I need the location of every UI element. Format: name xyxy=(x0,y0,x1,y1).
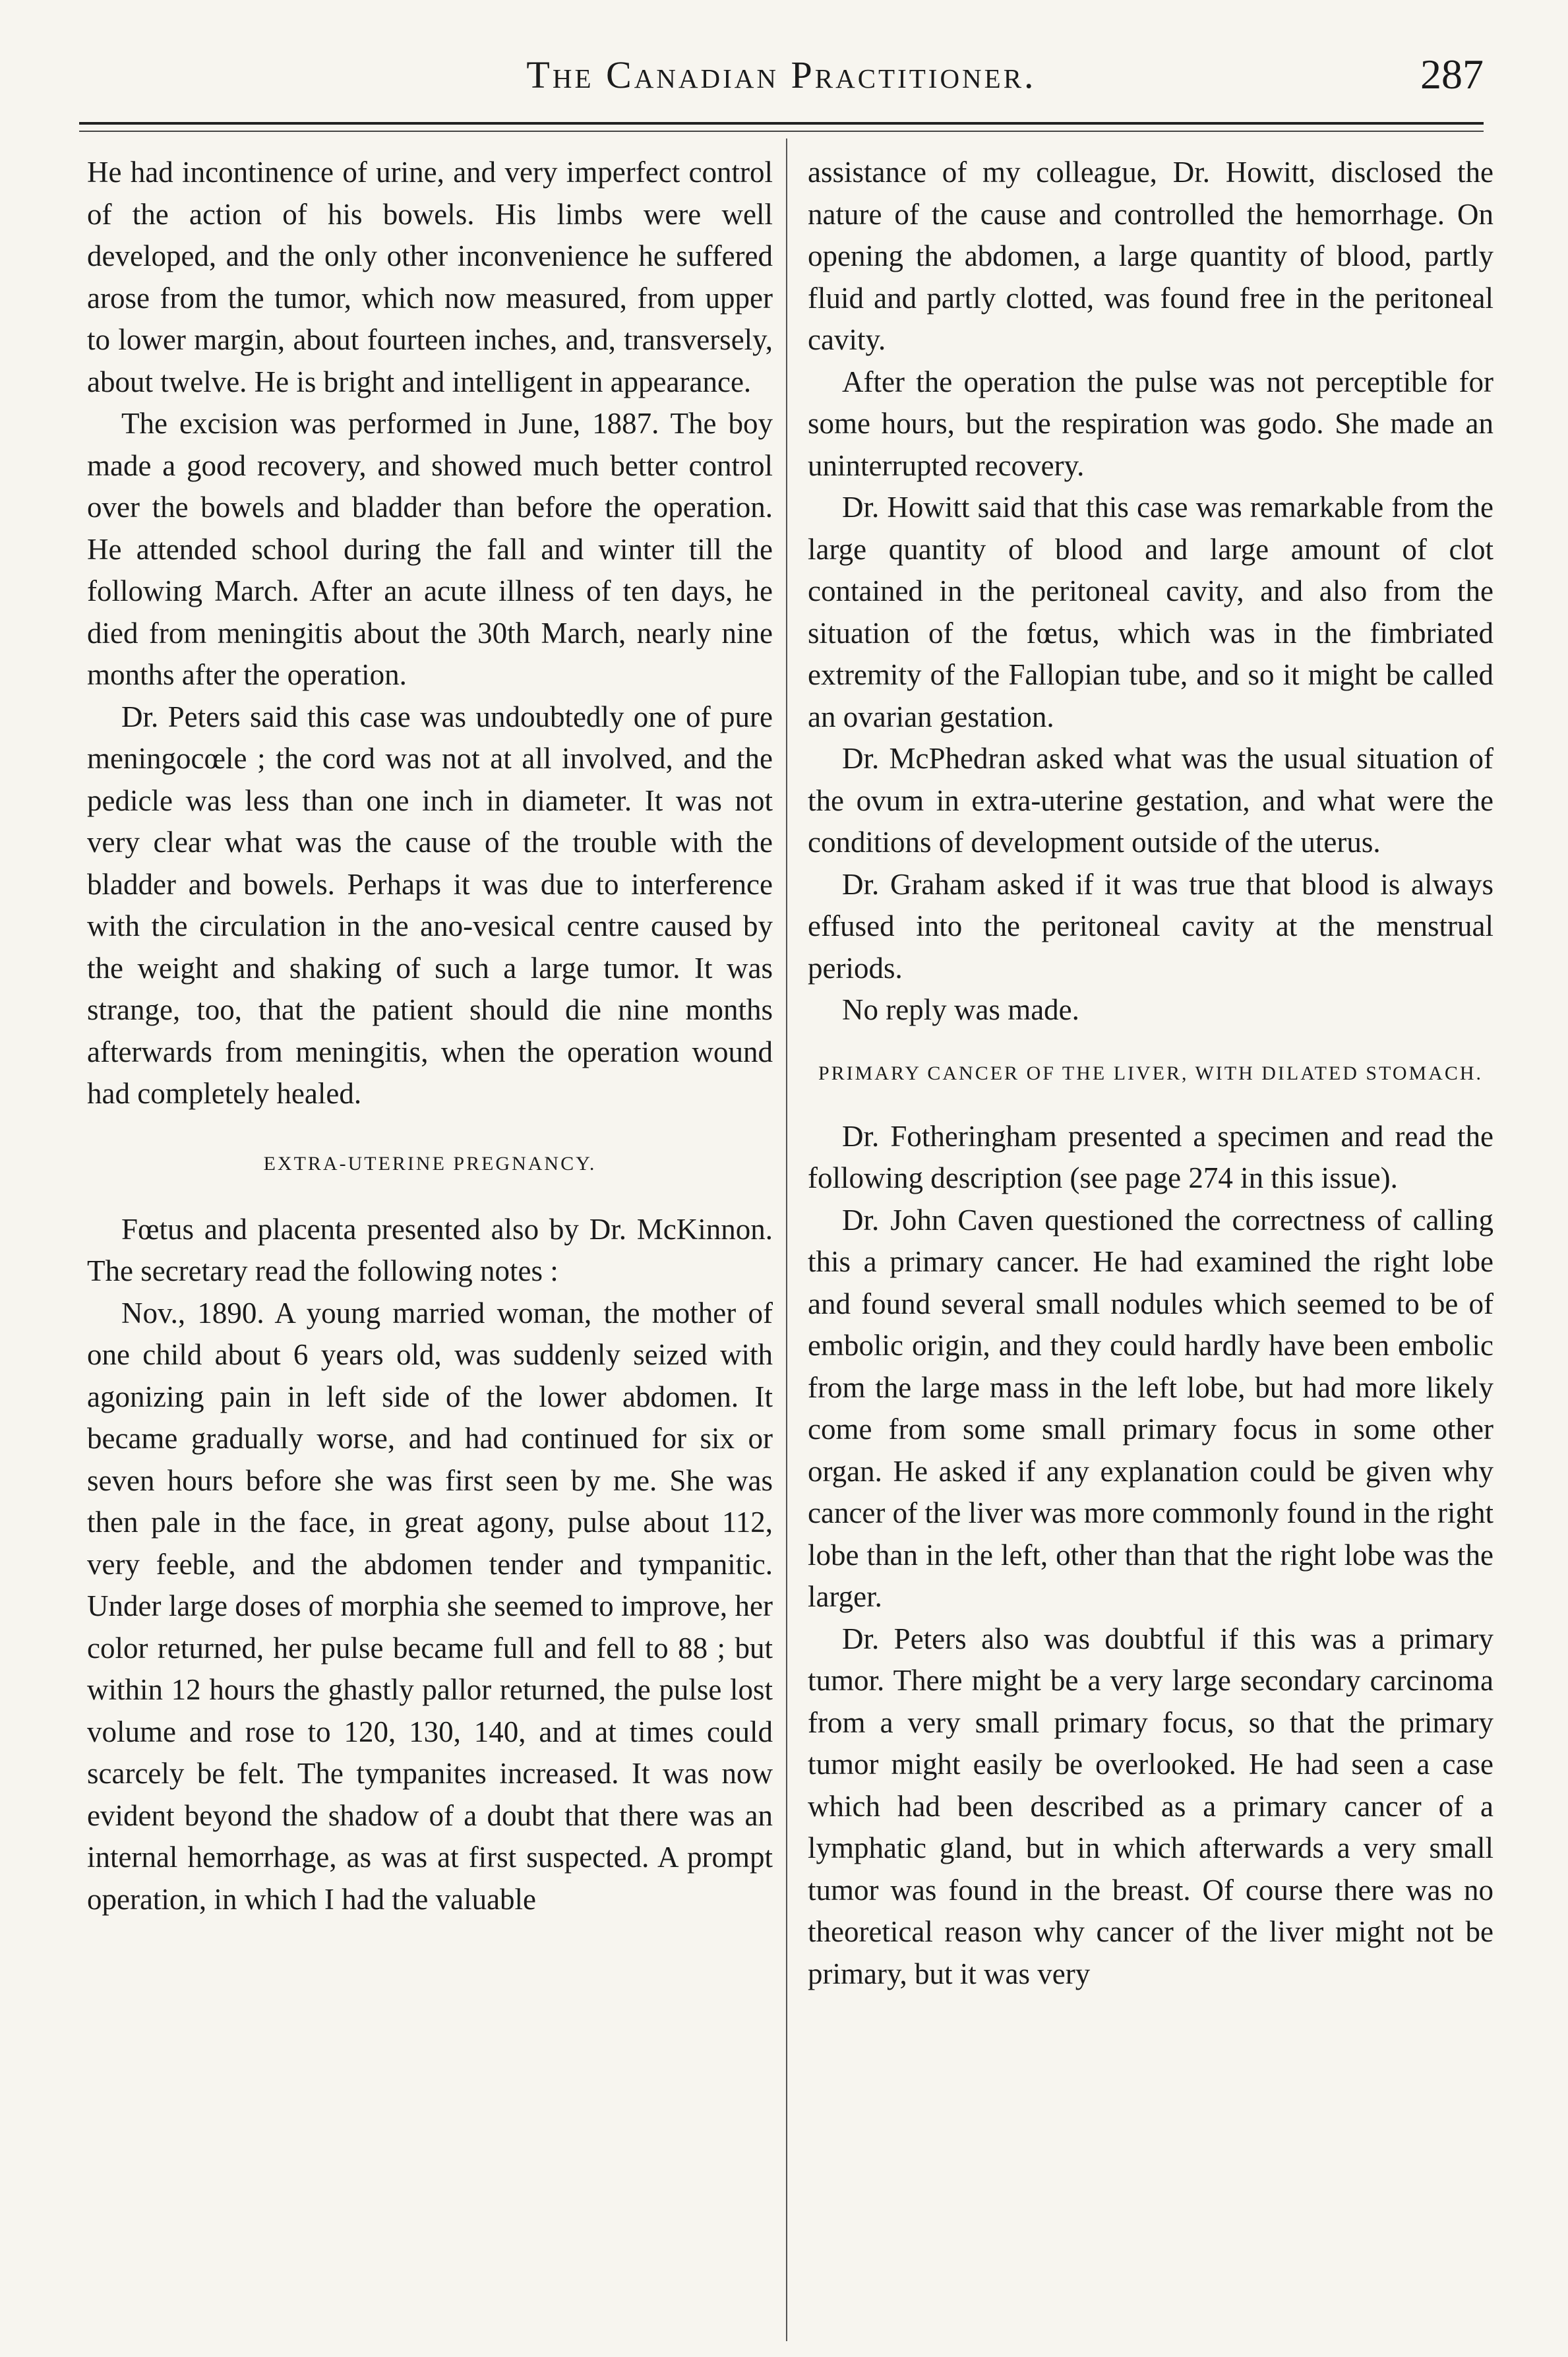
paragraph: He had incontinence of urine, and very imperfect control of the action of his bowels. His limbs were well developed, and the only other inconvenience he suffered arose from the tumor, which now measured, from upper to lower margin, about fourteen inches, and, transversely, about twelve. He is bright and intelligent in appearance. xyxy=(87,156,773,398)
paragraph: Dr. John Caven questioned the correctness of calling this a primary cancer. He had examined the right lobe and found several small nodules which seemed to be of embolic origin, and they could hardly have been embolic from the large mass in the left lobe, but had more likely come from some small primary focus in some other organ. He asked if any explanation could be given why cancer of the liver was more commonly found in the right lobe than in the left, other than that the right lobe was the larger. xyxy=(808,1203,1493,1613)
paragraph: Dr. Peters also was doubtful if this was a primary tumor. There might be a very large secondary carcinoma from a very small primary focus, so that the primary tumor might easily be overlooked. He had seen a case which had been described as a primary cancer of a lymphatic gland, but in which afterwards a very small tumor was found in the breast. Of course there was no theoretical reason why cancer of the liver might not be primary, but it was very xyxy=(808,1622,1493,1990)
paragraph: assistance of my colleague, Dr. Howitt, disclosed the nature of the cause and controlled the hemorrhage. On opening the abdomen, a large quantity of blood, partly fluid and partly clotted, was found free in the peritoneal cavity. xyxy=(808,156,1493,356)
left-column xyxy=(87,152,773,1920)
section-heading: EXTRA-UTERINE PREGNANCY. xyxy=(263,1152,597,1175)
running-head: The Canadian Practitioner. xyxy=(526,53,1037,96)
section-heading: PRIMARY CANCER OF THE LIVER, WITH DILATED STOMACH. xyxy=(818,1062,1484,1084)
paragraph: The excision was performed in June, 1887. The boy made a good recovery, and showed much better control over the bowels and bladder than before the operation. He attended school during the fall and winter till the following March. After an acute illness of ten days, he died from meningitis about the 30th March, nearly nine months after the operation. xyxy=(87,407,773,691)
paragraph: Dr. Howitt said that this case was remarkable from the large quantity of blood and large amount of clot contained in the peritoneal cavity, and also from the situation of the fœtus, which was in the fimbriated extremity of the Fallopian tube, and so it might be called an ovarian gestation. xyxy=(808,491,1493,733)
paragraph: Fœtus and placenta presented also by Dr. McKinnon. The secretary read the following notes : xyxy=(87,1212,773,1287)
paragraph: Dr. Graham asked if it was true that blood is always effused into the peritoneal cavity at the menstrual periods. xyxy=(808,867,1493,985)
page-header xyxy=(79,46,1484,119)
paragraph: No reply was made. xyxy=(842,993,1079,1026)
page-number: 287 xyxy=(1420,51,1484,98)
header-rule xyxy=(79,122,1484,125)
right-column xyxy=(808,152,1493,1995)
paragraph: Nov., 1890. A young married woman, the mother of one child about 6 years old, was suddenly seized with agonizing pain in left side of the lower abdomen. It became gradually worse, and had continued for six or seven hours before she was first seen by me. She was then pale in the face, in great agony, pulse about 112, very feeble, and the abdomen tender and tympanitic. Under large doses of morphia she seemed to improve, her color returned, her pulse became full and fell to 88 ; but within 12 hours the ghastly pallor returned, the pulse lost volume and rose to 120, 130, 140, and at times could scarcely be felt. The tympanites increased. It was now evident beyond the shadow of a doubt that there was an internal hemorrhage, as was at first suspected. A prompt operation, in which I had the valuable xyxy=(87,1296,773,1916)
paragraph: Dr. Fotheringham presented a specimen and read the following description (see page 274 in this issue). xyxy=(808,1119,1493,1194)
paragraph: Dr. Peters said this case was undoubtedly one of pure meningocœle ; the cord was not at all involved, and the pedicle was less than one inch in diameter. It was not very clear what was the cause of the trouble with the bladder and bowels. Perhaps it was due to interference with the circulation in the ano-vesical centre caused by the weight and shaking of such a large tumor. It was strange, too, that the patient should die nine months afterwards from meningitis, when the operation wound had completely healed. xyxy=(87,700,773,1110)
paragraph: Dr. McPhedran asked what was the usual situation of the ovum in extra-uterine gestation, and what were the conditions of development outside of the uterus. xyxy=(808,742,1493,859)
header-rule-thin xyxy=(79,131,1484,132)
column-divider xyxy=(786,138,787,2341)
paragraph: After the operation the pulse was not perceptible for some hours, but the respiration was godo. She made an uninterrupted recovery. xyxy=(808,365,1493,482)
